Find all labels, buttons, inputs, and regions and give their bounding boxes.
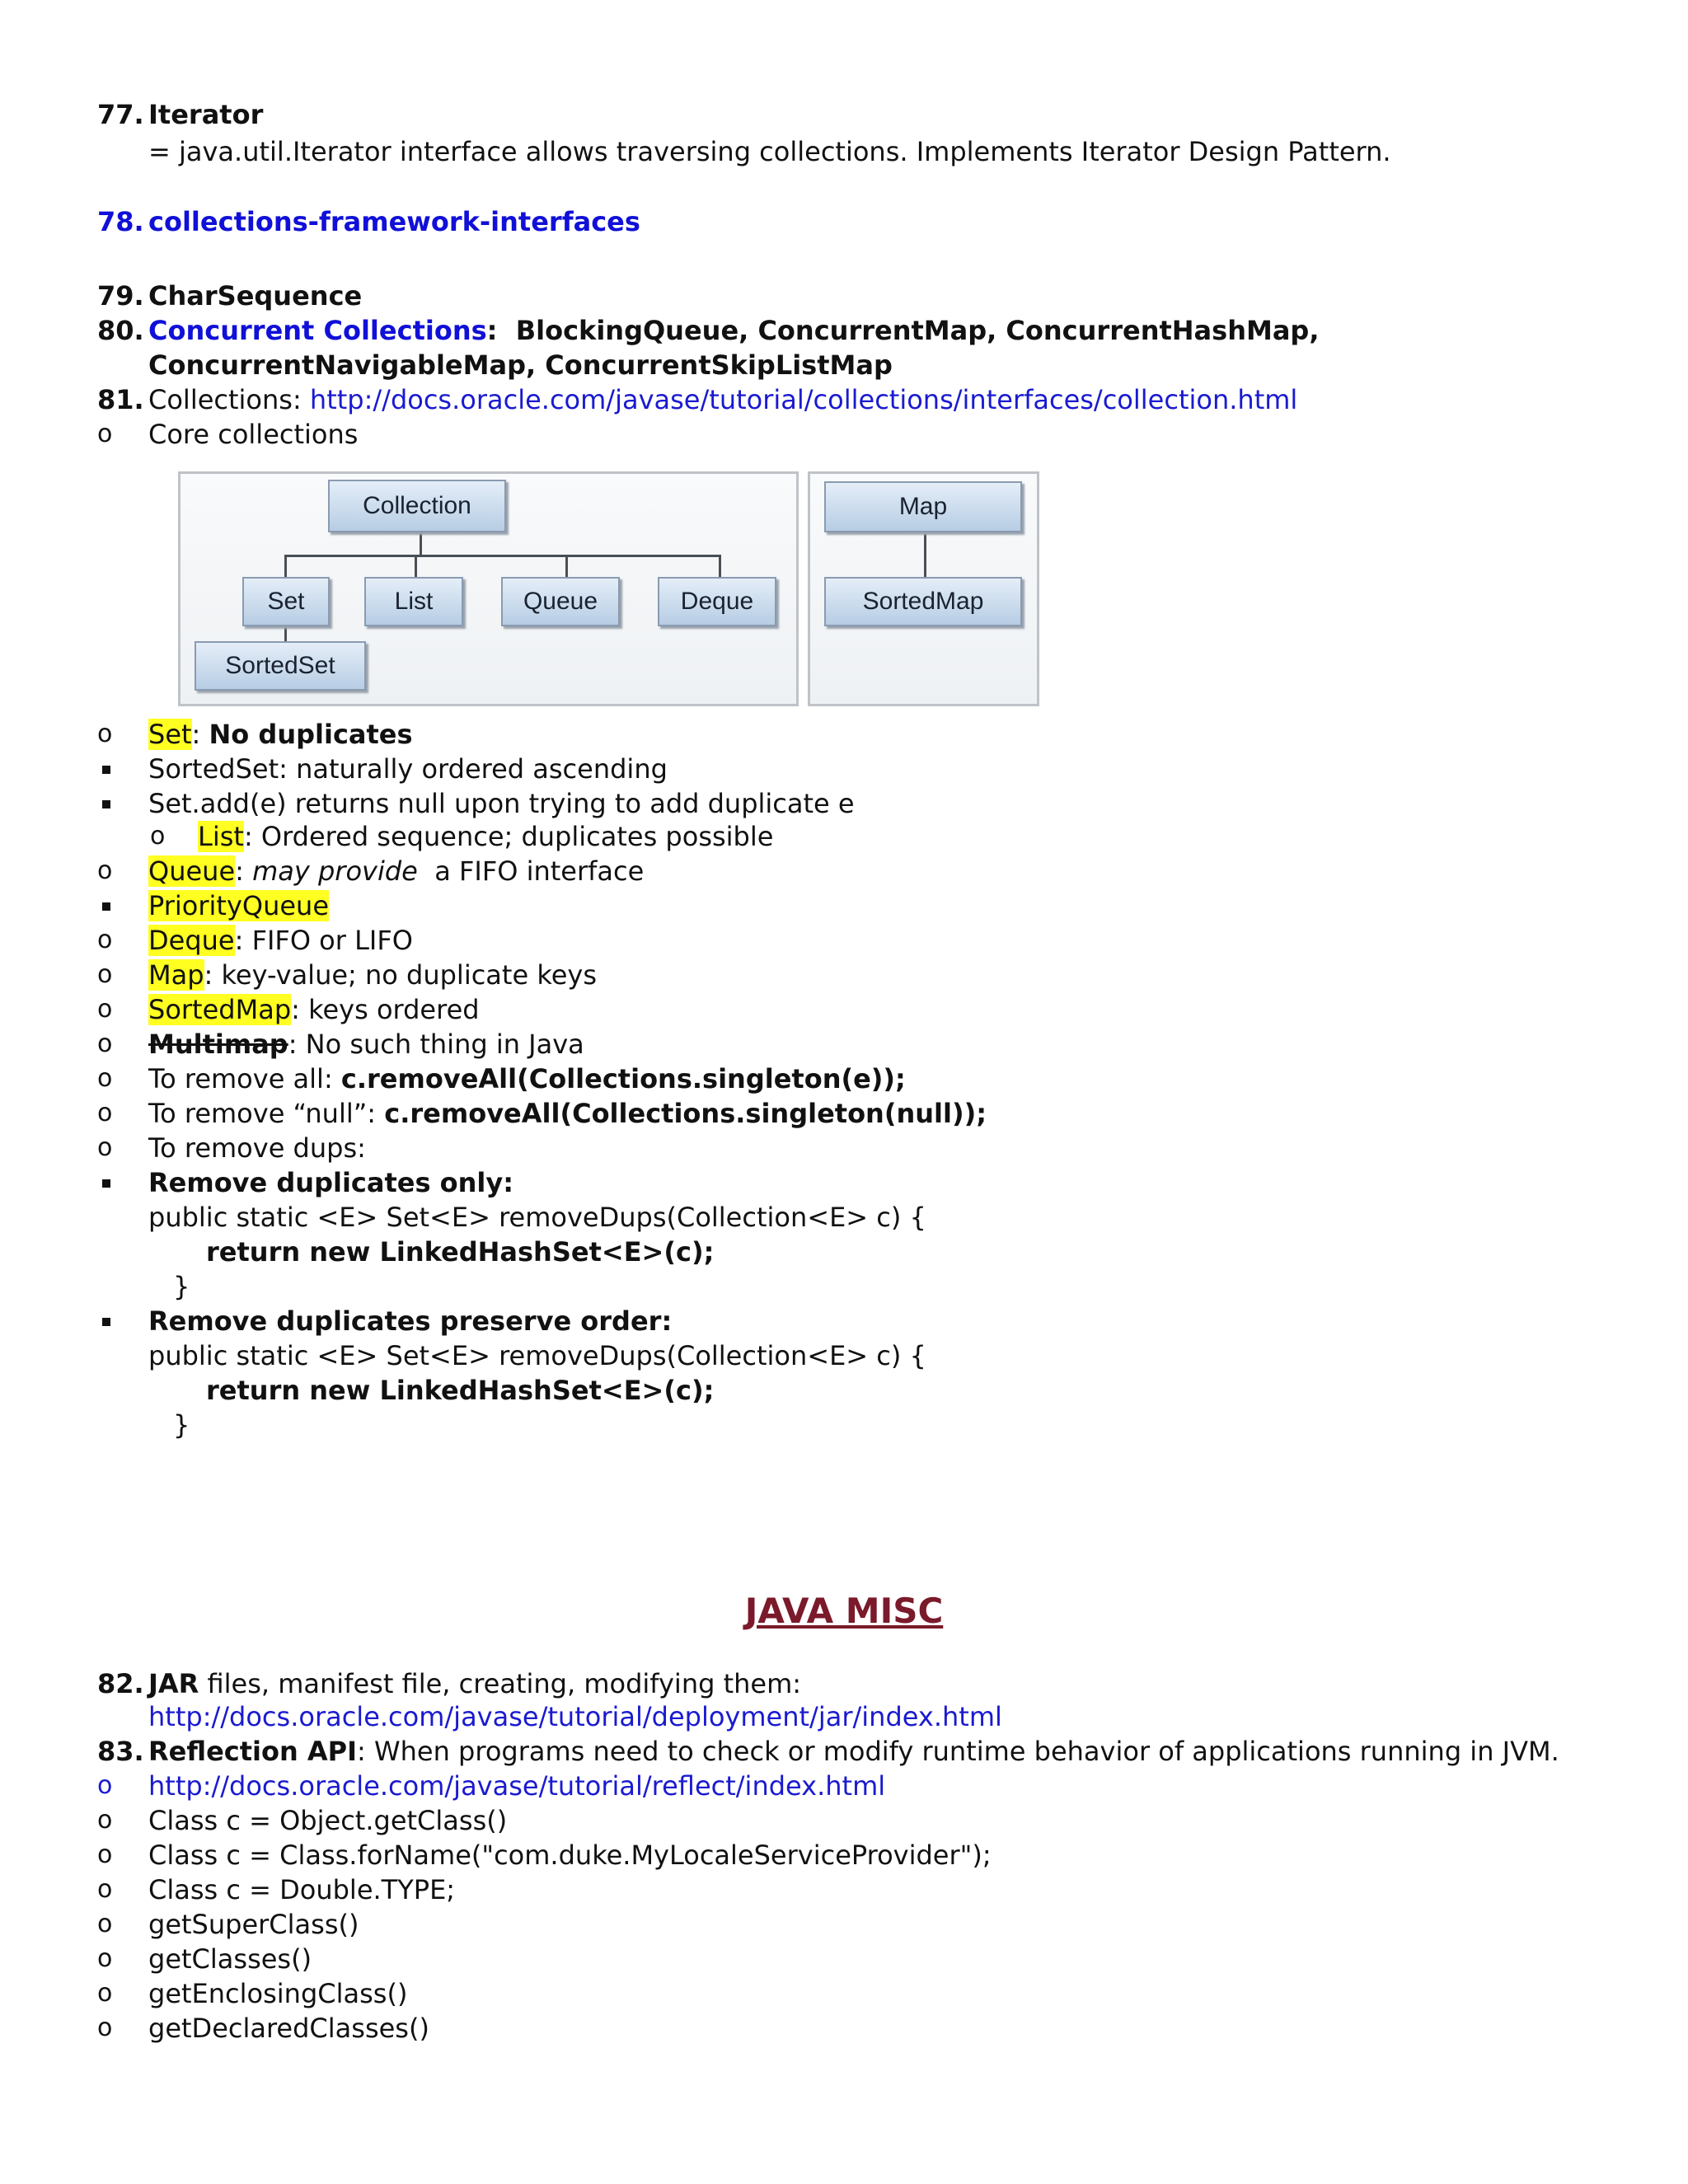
connector (284, 555, 721, 557)
iterator-description: = java.util.Iterator interface allows traversing collections. Implements Iterator Design Pattern. (148, 136, 1391, 167)
core-collections-label: Core collections (148, 419, 359, 450)
remove-all-label: To remove all: (148, 1063, 341, 1094)
priorityqueue-line (148, 888, 329, 923)
map-line (148, 958, 597, 992)
connector (565, 555, 568, 578)
sortedmap-highlight: SortedMap (148, 994, 292, 1025)
reflection-line (148, 1734, 1559, 1769)
collections-line (148, 382, 1297, 417)
collections-framework-interfaces-link[interactable]: collections-framework-interfaces (148, 206, 640, 237)
connector (420, 532, 422, 556)
connector (415, 555, 417, 578)
setadd-line: Set.add(e) returns null upon trying to add duplicate e (148, 788, 855, 819)
remove-duplicates-only-heading: Remove duplicates only: (148, 1167, 514, 1198)
code-signature: public static <E> Set<E> removeDups(Collection<E> c) { (148, 1340, 926, 1371)
queue-node: Queue (501, 577, 620, 626)
remove-null-label: To remove “null”: (148, 1098, 385, 1129)
reflection-item: getDeclaredClasses() (148, 2013, 429, 2044)
remove-null-line (148, 1096, 987, 1131)
item-number: 82. (97, 1668, 144, 1699)
list-highlight: List (198, 821, 244, 852)
reflection-title: Reflection API (148, 1736, 358, 1767)
bullet-circle: o (97, 960, 113, 989)
concurrent-types-1: BlockingQueue, ConcurrentMap, ConcurrentHashMap, (515, 315, 1320, 346)
code-return: return new LinkedHashSet<E>(c); (206, 1236, 715, 1268)
jar-title: JAR (148, 1668, 199, 1699)
deque-description: : FIFO or LIFO (234, 925, 413, 956)
reflection-item: getSuperClass() (148, 1909, 359, 1940)
code-signature: public static <E> Set<E> removeDups(Collection<E> c) { (148, 1202, 926, 1233)
collections-url-link[interactable]: http://docs.oracle.com/javase/tutorial/collections/interfaces/collection.html (309, 384, 1298, 415)
item-number: 78. (97, 206, 144, 237)
item-title-iterator: Iterator (148, 99, 264, 130)
map-node: Map (824, 481, 1022, 532)
remove-all-code: c.removeAll(Collections.singleton(e)); (340, 1063, 906, 1094)
bullet-circle: o (97, 856, 113, 885)
reflection-item: getEnclosingClass() (148, 1978, 408, 2009)
item-number: 80. (97, 315, 144, 346)
concurrent-types-2: ConcurrentNavigableMap, ConcurrentSkipListMap (148, 349, 893, 381)
concurrent-collections-link[interactable]: Concurrent Collections (148, 315, 487, 346)
set-line: Set: No duplicates (148, 719, 413, 750)
sortedset-line: SortedSet: naturally ordered ascending (148, 753, 668, 785)
sortedmap-line (148, 992, 480, 1027)
bullet-circle: o (97, 1064, 113, 1093)
bullet-circle: o (97, 1840, 113, 1869)
jar-url-link[interactable]: http://docs.oracle.com/javase/tutorial/deployment/jar/index.html (148, 1701, 1002, 1732)
multimap-line (148, 1027, 584, 1062)
bullet-circle: o (97, 1806, 113, 1835)
concurrent-collections-line (148, 313, 1319, 348)
bullet-circle: o (97, 419, 113, 448)
reflection-url-link[interactable]: http://docs.oracle.com/javase/tutorial/reflect/index.html (148, 1770, 886, 1802)
remove-duplicates-order-heading: Remove duplicates preserve order: (148, 1305, 673, 1337)
set-highlight: Set (148, 719, 192, 750)
multimap-description: : No such thing in Java (288, 1029, 584, 1060)
priorityqueue-highlight: PriorityQueue (148, 890, 330, 921)
section-heading-java-misc: JAVA MISC (744, 1591, 944, 1631)
bullet-circle: o (97, 2013, 113, 2042)
map-highlight: Map (148, 959, 204, 991)
collection-node: Collection (328, 480, 506, 532)
item-title-charsequence: CharSequence (148, 280, 363, 312)
item-number: 79. (97, 280, 144, 312)
bullet-square (102, 1179, 110, 1188)
code-close-brace: } (173, 1271, 190, 1302)
item-number: 77. (97, 99, 144, 130)
queue-description: a FIFO interface (434, 855, 645, 887)
code-return: return new LinkedHashSet<E>(c); (206, 1375, 715, 1406)
deque-line (148, 923, 413, 958)
bullet-circle: o (97, 719, 113, 748)
list-description: : Ordered sequence; duplicates possible (243, 821, 774, 852)
item-number: 83. (97, 1736, 144, 1767)
sortedset-node: SortedSet (195, 641, 366, 691)
connector (284, 625, 287, 641)
bullet-square (102, 800, 110, 808)
connector (924, 534, 926, 577)
bullet-circle: o (150, 822, 166, 851)
bullet-circle: o (97, 1910, 113, 1938)
set-description: No duplicates (209, 719, 413, 750)
list-node: List (364, 577, 463, 626)
list-line (198, 819, 773, 854)
bullet-circle: o (97, 1979, 113, 2008)
map-description: : key-value; no duplicate keys (204, 959, 597, 991)
bullet-circle: o (97, 995, 113, 1024)
remove-null-code: c.removeAll(Collections.singleton(null)); (384, 1098, 987, 1129)
colon: : (486, 315, 498, 346)
deque-node: Deque (658, 577, 776, 626)
reflection-item: Class c = Object.getClass() (148, 1805, 508, 1836)
reflection-description: : When programs need to check or modify runtime behavior of applications running in JVM. (357, 1736, 1559, 1767)
sortedmap-node: SortedMap (824, 577, 1022, 626)
queue-line: Queue: may provide a FIFO interface (148, 855, 645, 887)
multimap-strikethrough: Multimap (148, 1029, 288, 1060)
collections-label: Collections: (148, 384, 310, 415)
bullet-circle: o (97, 1099, 113, 1127)
jar-line (148, 1666, 801, 1701)
code-close-brace: } (173, 1409, 190, 1441)
bullet-square (102, 902, 110, 911)
set-node: Set (242, 577, 330, 626)
deque-highlight: Deque (148, 925, 235, 956)
item-number: 81. (97, 384, 144, 415)
connector (719, 555, 721, 578)
reflection-item: Class c = Double.TYPE; (148, 1874, 456, 1905)
remove-dups-line: To remove dups: (148, 1132, 366, 1164)
bullet-square (102, 766, 110, 774)
sortedmap-description: : keys ordered (291, 994, 480, 1025)
queue-highlight: Queue (148, 855, 236, 887)
bullet-circle: o (97, 926, 113, 954)
bullet-square (102, 1318, 110, 1326)
reflection-item: Class c = Class.forName("com.duke.MyLocaleServiceProvider"); (148, 1840, 992, 1871)
bullet-circle: o (97, 1771, 113, 1800)
bullet-circle: o (97, 1875, 113, 1904)
bullet-circle: o (97, 1944, 113, 1973)
bullet-circle: o (97, 1029, 113, 1058)
remove-all-line (148, 1062, 906, 1096)
connector (284, 555, 287, 578)
bullet-circle: o (97, 1133, 113, 1162)
reflection-item: getClasses() (148, 1943, 312, 1975)
queue-italic: may provide (252, 855, 418, 887)
jar-description: files, manifest file, creating, modifying them: (199, 1668, 802, 1699)
